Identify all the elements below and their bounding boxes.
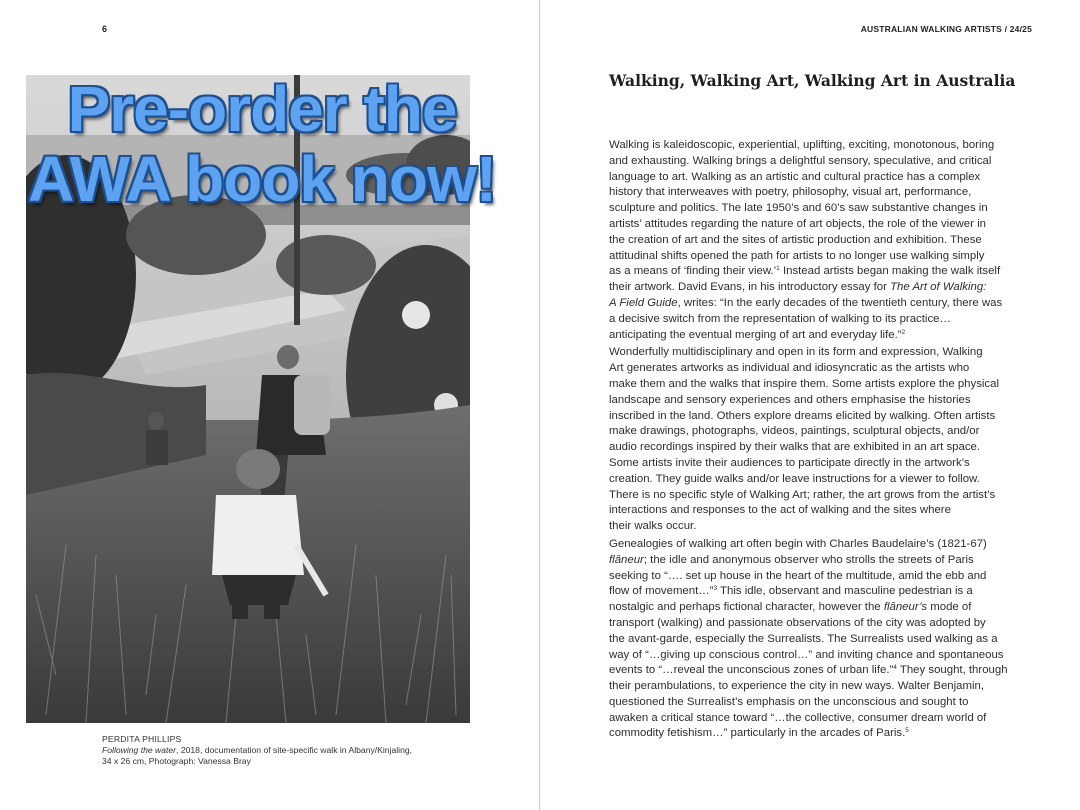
page-gutter	[539, 0, 540, 810]
article-title: Walking, Walking Art, Walking Art in Australia	[609, 71, 1016, 90]
preorder-promo-overlay[interactable]	[2, 74, 522, 214]
article-body	[609, 138, 1029, 744]
caption-line-1: Following the water, 2018, documentation of site-specific walk in Albany/Kinjaling,	[102, 745, 413, 755]
caption-line-2: 34 x 26 cm, Photograph: Vanessa Bray	[102, 756, 251, 766]
caption-work-title: Following the water	[102, 745, 177, 755]
caption-artist: PERDITA PHILLIPS	[102, 734, 182, 744]
page-number-left: 6	[102, 24, 108, 34]
promo-line-1: Pre-order the	[67, 73, 457, 145]
running-head: AUSTRALIAN WALKING ARTISTS / 24/25	[860, 24, 1032, 34]
footnote-ref: 3	[713, 585, 718, 593]
paragraph-3: Genealogies of walking art often begin with Charles Baudelaire’s (1821-67) flâneur; the idle and anonymous observer who strolls the streets of Paris seeking to “…. set up house in the heart of the multitude, amid the ebb and flow of movement…”$^3$ This idle, observant and masculine pedestrian is a nostalgic and perhaps fictional character, however the flâneur’s mode of transport (walking) and passionate observations of the city was adopted by the avant-garde, especially the Surrealists. The Surrealists used walking as a way of “…giving up conscious control…” and inviting chance and spontaneous events to “…reveal the unconscious zones of urban life.”$^4$ They sought, through their perambulations, to experience the city in new ways. Walter Benjamin, questioned the Surrealist’s emphasis on the unconscious and sought to awaken a critical stance toward “…the collective, consumer dream world of commodity fetishism…” particularly in the arcades of Paris.$^5$	[609, 537, 1008, 740]
promo-line-2: AWA book now!	[27, 143, 497, 215]
footnote-ref: 4	[893, 664, 897, 672]
footnote-ref: 1	[776, 265, 780, 273]
footnote-ref: 5	[905, 727, 909, 735]
paragraph-1: Walking is kaleidoscopic, experiential, uplifting, exciting, monotonous, boring and exhausting. Walking brings a delightful sensory, speculative, and critical language to art. Walking as an artistic and cultural practice has a complex history that interweaves with poetry, philosophy, visual art, performance, sculpture and politics. The late 1950’s and 60’s saw substantive changes in artists’ attitudes regarding the nature of art objects, the role of the viewer in the creation of art and the sites of artistic production and exhibition. These attitudinal shifts opened the path for artists to no longer use walking simply as a means of ‘finding their view.’$^1$ Instead artists began making the walk itself their artwork. David Evans, in his introductory essay for The Art of Walking: A Field Guide, writes: “In the early decades of the twentieth century, there was a decisive switch from the representation of walking to its practice… anticipating the eventual merging of art and everyday life.”$^2$	[609, 139, 1003, 341]
footnote-ref: 2	[901, 328, 906, 336]
paragraph-2: Wonderfully multidisciplinary and open in its form and expression, Walking Art generates artworks as individual and idiosyncratic as the artists who make them and the walks that inspire them. Some artists explore the physical landscape and sensory experiences and others emphasise the histories inscribed in the land. Others explore dreams elicited by walking. Often artists make drawings, photographs, videos, paintings, sculptural objects, and/or audio recordings inspired by their walks that are exhibited in an art space. Some artists invite their audiences to participate directly in the artwork’s creation. They guide walks and/or leave instructions for a viewer to follow. There is no specific style of Walking Art; rather, the art grows from the artist’s interactions and responses to the act of walking and the sites where their walks occur.	[609, 346, 999, 533]
photo-caption	[102, 734, 482, 767]
